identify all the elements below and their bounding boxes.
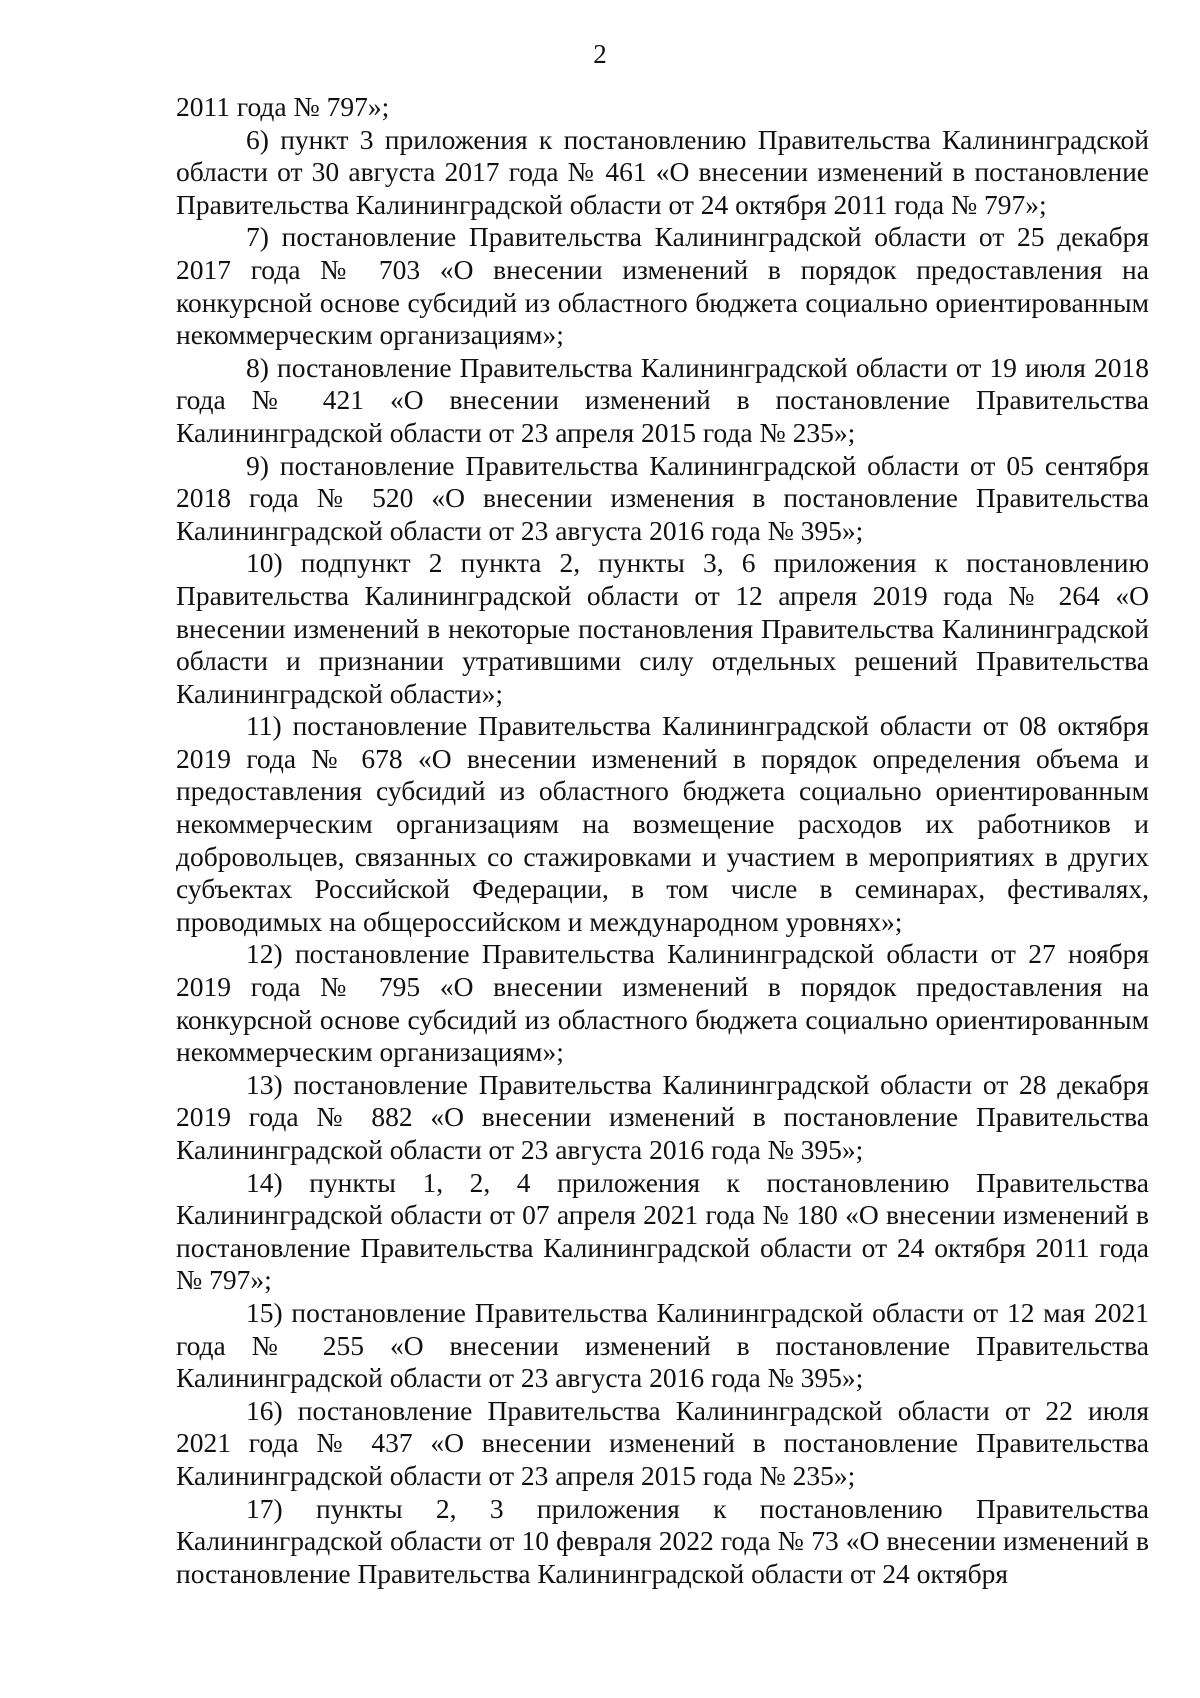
list-item-11: 11) постановление Правительства Калининградской области от 08 октября 2019 года № 678 «О внесении изменений в порядок определения объема и предоставления субсидий из областного бюджета социально ориентированным некоммерческим организациям на возмещение расходов их работников и добровольцев, связанных со стажировками и участием в мероприятиях в других субъектах Российской Федерации, в том числе в семинарах, фестивалях, проводимых на общероссийском и международном уровнях»; — [176, 710, 1149, 937]
list-item-12: 12) постановление Правительства Калининградской области от 27 ноября 2019 года № 795 «О внесении изменений в порядок предоставления на конкурсной основе субсидий из областного бюджета социально ориентированным некоммерческим организациям»; — [176, 938, 1149, 1068]
list-item-9: 9) постановление Правительства Калининградской области от 05 сентября 2018 года № 520 «О внесении изменения в постановление Правительства Калининградской области от 23 августа 2016 года № 395»; — [176, 449, 1149, 546]
document-body — [176, 91, 1149, 1590]
list-item-8: 8) постановление Правительства Калининградской области от 19 июля 2018 года № 421 «О внесении изменений в постановление Правительства Калининградской области от 23 апреля 2015 года № 235»; — [176, 351, 1149, 448]
list-item-6: 6) пункт 3 приложения к постановлению Правительства Калининградской области от 30 августа 2017 года № 461 «О внесении изменений в постановление Правительства Калининградской области от 24 октября 2011 года № 797»; — [176, 123, 1149, 220]
list-item-16: 16) постановление Правительства Калининградской области от 22 июля 2021 года № 437 «О внесении изменений в постановление Правительства Калининградской области от 23 апреля 2015 года № 235»; — [176, 1394, 1149, 1491]
page-number: 2 — [593, 39, 607, 69]
list-item-10: 10) подпункт 2 пункта 2, пункты 3, 6 приложения к постановлению Правительства Калининградской области от 12 апреля 2019 года № 264 «О внесении изменений в некоторые постановления Правительства Калининградской области и признании утратившими силу отдельных решений Правительства Калининградской области»; — [176, 547, 1149, 709]
continuation-line: 2011 года № 797»; — [176, 91, 390, 122]
list-item-17: 17) пункты 2, 3 приложения к постановлению Правительства Калининградской области от 10 февраля 2022 года № 73 «О внесении изменений в постановление Правительства Калининградской области от 24 октября — [176, 1492, 1149, 1589]
list-item-14: 14) пункты 1, 2, 4 приложения к постановлению Правительства Калининградской области от 07 апреля 2021 года № 180 «О внесении изменений в постановление Правительства Калининградской области от 24 октября 2011 года № 797»; — [176, 1166, 1149, 1296]
list-item-7: 7) постановление Правительства Калининградской области от 25 декабря 2017 года № 703 «О внесении изменений в порядок предоставления на конкурсной основе субсидий из областного бюджета социально ориентированным некоммерческим организациям»; — [176, 221, 1149, 351]
list-item-15: 15) постановление Правительства Калининградской области от 12 мая 2021 года № 255 «О внесении изменений в постановление Правительства Калининградской области от 23 августа 2016 года № 395»; — [176, 1296, 1149, 1394]
list-item-13: 13) постановление Правительства Калининградской области от 28 декабря 2019 года № 882 «О внесении изменений в постановление Правительства Калининградской области от 23 августа 2016 года № 395»; — [176, 1068, 1149, 1165]
